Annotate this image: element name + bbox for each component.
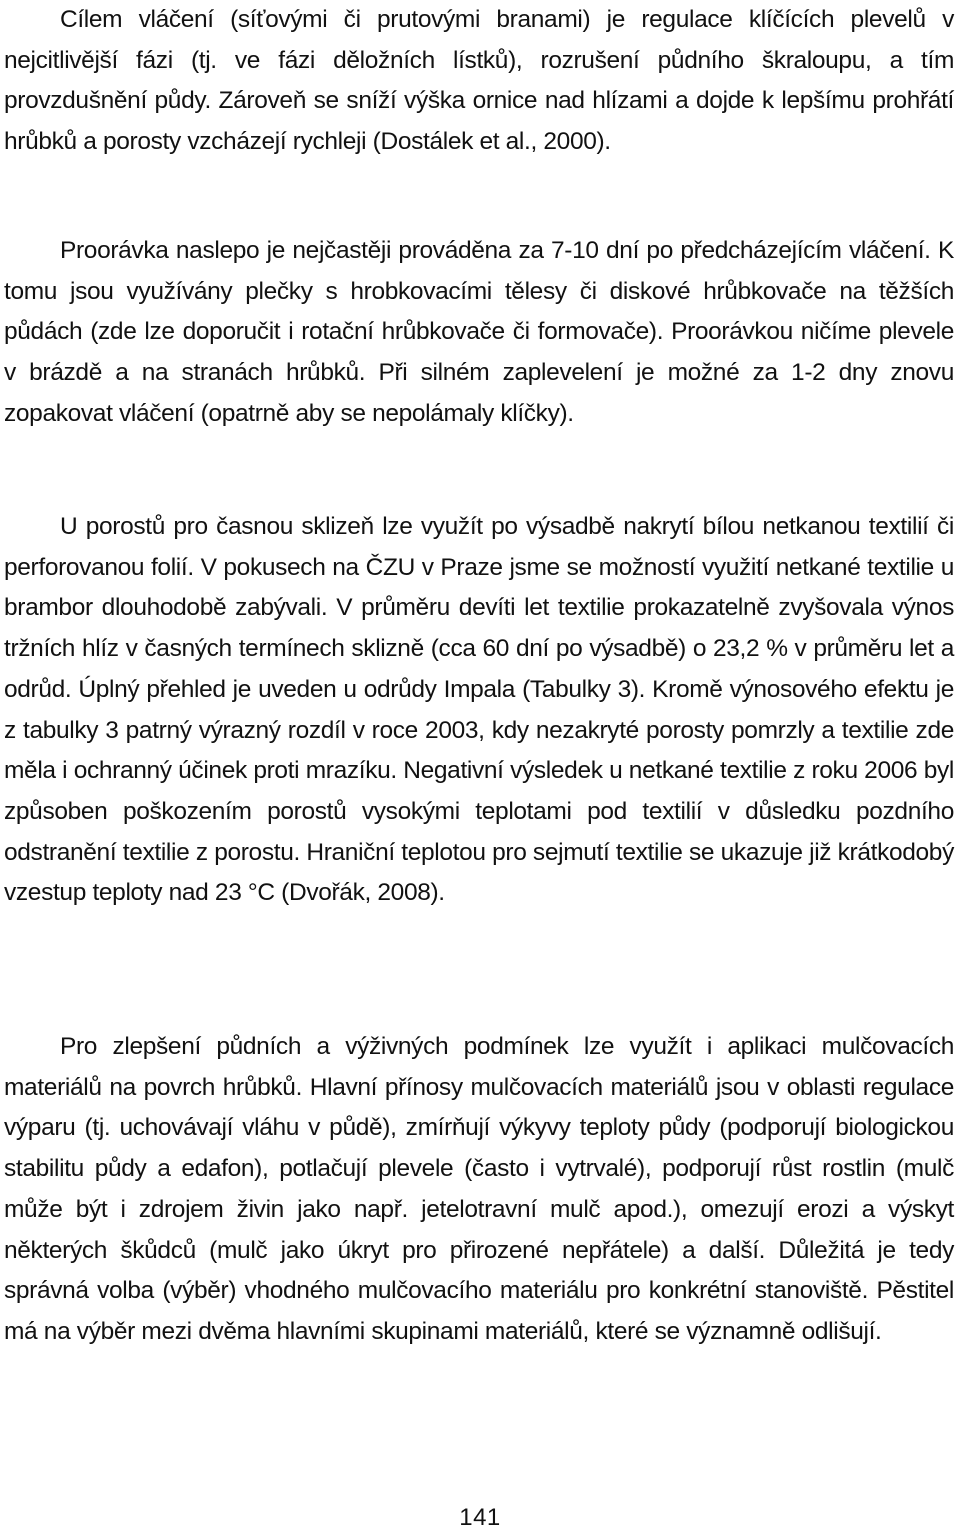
- paragraph-harrowing: Cílem vláčení (síťovými či prutovými branami) je regulace klíčících plevelů v nejcitlivější fázi (tj. ve fázi děložních lístků), rozrušení půdního škraloupu, a tím provzdušnění půdy. Zároveň se sníží výška ornice nad hlízami a dojde k lepšímu prohřátí hrůbků a porosty vzcházejí rychleji (Dostálek et al., 2000).: [4, 6, 954, 156]
- paragraph-nonwoven-textile: U porostů pro časnou sklizeň lze využít po výsadbě nakrytí bílou netkanou textilií či perforovanou folií. V pokusech na ČZU v Praze jsme se možností využití netkané textilie u brambor dlouhodobě zabývali. V průměru devíti let textilie prokazatelně zvyšovala výnos tržních hlíz v časných termínech sklizně (cca 60 dní po výsadbě) o 23,2 % v průměru let a odrůd. Úplný přehled je uveden u odrůdy Impala (Tabulky 3). Kromě výnosového efektu je z tabulky 3 patrný výrazný rozdíl v roce 2003, kdy nezakryté porosty pomrzly a textilie zde měla i ochranný účinek proti mrazíku. Negativní výsledek u netkané textilie z roku 2006 byl způsoben poškozením porostů vysokými teplotami pod textilií v důsledku pozdního odstranění textilie z porostu. Hraniční teplotou pro sejmutí textilie se ukazuje již krátkodobý vzestup teploty nad 23 °C (Dvořák, 2008).: [4, 513, 955, 907]
- page-number: 141: [459, 1504, 501, 1531]
- paragraph-blind-ploughing: Proorávka naslepo je nejčastěji prováděna za 7-10 dní po předcházejícím vláčení. K tomu jsou využívány plečky s hrobkovacími tělesy či diskové hrůbkovače na těžších půdách (zde lze doporučit i rotační hrůbkovače či formovače). Proorávkou ničíme plevele v brázdě a na stranách hrůbků. Při silném zaplevelení je možné za 1-2 dny znovu zopakovat vláčení (opatrně aby se nepolámaly klíčky).: [4, 237, 954, 427]
- paragraph-mulching: Pro zlepšení půdních a výživných podmínek lze využít i aplikaci mulčovacích materiálů na povrch hrůbků. Hlavní přínosy mulčovacích materiálů jsou v oblasti regulace výparu (tj. uchovávají vláhu v půdě), zmírňují výkyvy teploty půdy (podporují biologickou stabilitu půdy a edafon), potlačují plevele (často i vytrvalé), podporují růst rostlin (mulč může být i zdrojem živin jako např. jetelotravní mulč apod.), omezují erozi a výskyt některých škůdců (mulč jako úkryt pro přirozené nepřátele) a další. Důležitá je tedy správná volba (výběr) vhodného mulčovacího materiálu pro konkrétní stanoviště. Pěstitel má na výběr mezi dvěma hlavními skupinami materiálů, které se významně odlišují.: [4, 1033, 954, 1345]
